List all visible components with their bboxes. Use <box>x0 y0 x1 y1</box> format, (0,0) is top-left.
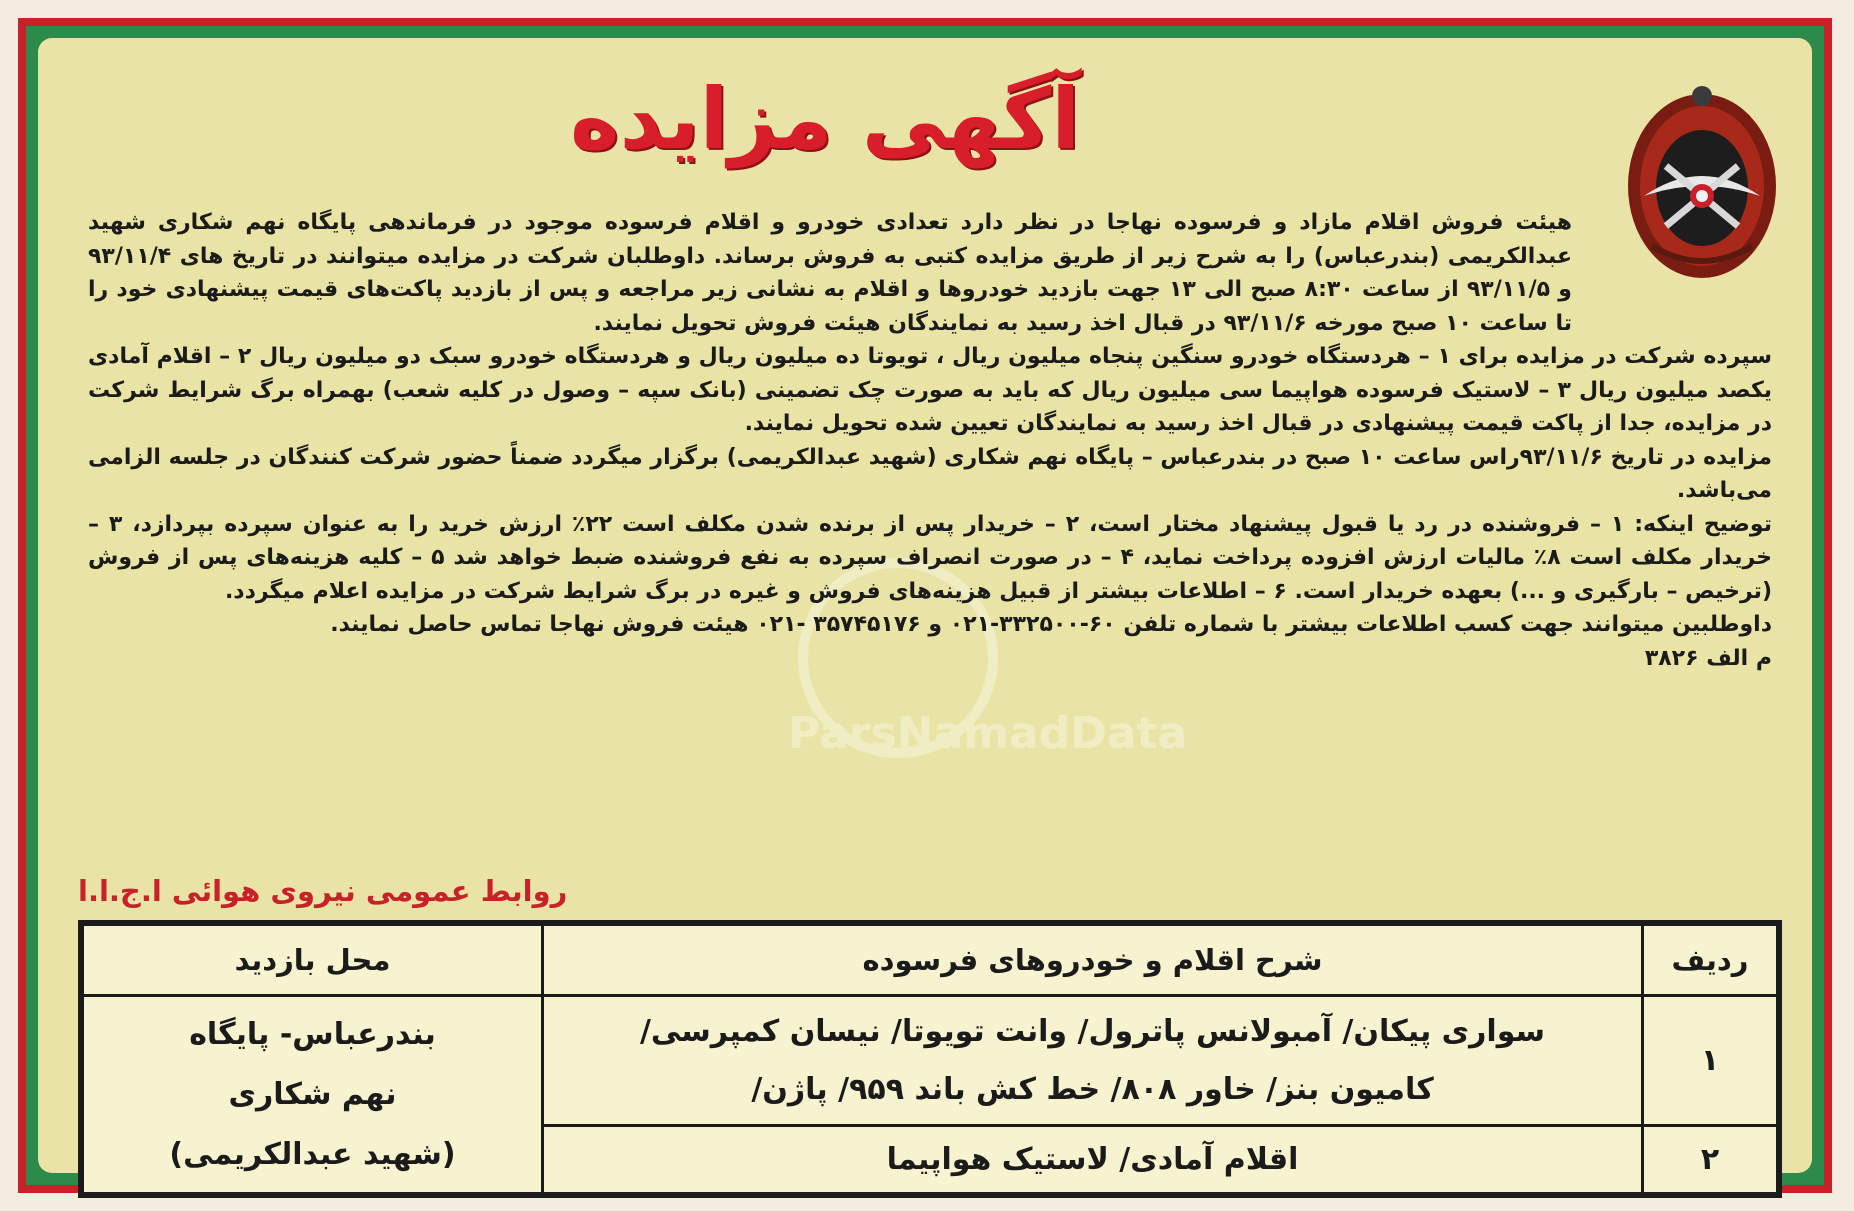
table-row <box>83 996 1778 1126</box>
header-location: محل بازدید <box>83 925 543 996</box>
location-line: بندرعباس- پایگاه <box>189 1016 436 1052</box>
visit-location <box>83 996 543 1194</box>
items-table-wrapper <box>78 920 1782 1198</box>
header-description: شرح اقلام و خودروهای فرسوده <box>543 925 1643 996</box>
reference-number: م الف ۳۸۲۶ <box>1644 645 1772 671</box>
paragraph-contact: داوطلبین میتوانند جهت کسب اطلاعات بیشتر با شماره تلفن ۶۰-۳۳۲۵۰۰-۰۲۱ و ۳۵۷۴۵۱۷۶ -۰۲۱ هیئت فروش نهاجا تماس حاصل نمایند. <box>330 612 1772 637</box>
row-description: اقلام آمادی/ لاستیک هواپیما <box>543 1126 1643 1194</box>
row-index: ۲ <box>1643 1126 1778 1194</box>
paragraph-auction-date: مزایده در تاریخ ۹۳/۱۱/۶راس ساعت ۱۰ صبح در بندرعباس – پایگاه نهم شکاری (شهید عبدالکریمی) برگزار میگردد ضمناً حضور شرکت کنندگان در جلسه الزامی می‌باشد. <box>88 444 1772 503</box>
ad-body <box>88 206 1772 675</box>
paragraph-deposit: سپرده شرکت در مزایده برای ۱ – هردستگاه خودرو سنگین پنجاه میلیون ریال ، تویوتا ده میلیون ریال و هردستگاه خودرو سبک دو میلیون ریال ۲ – اقلام آمادی یکصد میلیون ریال ۳ – لاستیک فرسوده هواپیما سی میلیون ریال که باید به صورت چک تضمینی (بانک سپه – وصول در کلیه شعب) بهمراه برگ شرایط شرکت در مزایده، جدا از پاکت قیمت پیشنهادی در قبال اخذ رسید به نمایندگان تعیین شده تحویل نمایند. <box>88 344 1773 436</box>
location-line: (شهید عبدالکریمی) <box>169 1136 456 1172</box>
paragraph-notes: توضیح اینکه: ۱ – فروشنده در رد یا قبول پیشنهاد مختار است، ۲ – خریدار پس از برنده شدن مکلف است ۲۲٪ ارزش خرید را به عنوان سپرده بپردازد، ۳ – خریدار مکلف است ۸٪ مالیات ارزش افزوده پرداخت نماید، ۴ – در صورت انصراف سپرده به نفع فروشنده ضبط خواهد شد ۵ – کلیه هزینه‌های پس از فروش (ترخیص – بارگیری و ...) بعهده خریدار است. ۶ – اطلاعات بیشتر از قبیل هزینه‌های فروش و غیره در برگ شرایط شرکت در مزایده اعلام میگردد. <box>88 511 1772 604</box>
location-line: نهم شکاری <box>228 1076 397 1112</box>
description-line: سواری پیکان/ آمبولانس پاترول/ وانت تویوتا/ نیسان کمپرسی/ <box>639 1013 1546 1049</box>
row-index: ۱ <box>1643 996 1778 1126</box>
header-index: ردیف <box>1643 925 1778 996</box>
ad-outer-frame <box>18 18 1832 1193</box>
paragraph-intro: هیئت فروش اقلام مازاد و فرسوده نهاجا در نظر دارد تعدادی خودرو و اقلام فرسوده موجود در فرماندهی پایگاه نهم شکاری شهید عبدالکریمی (بندرعباس) را به شرح زیر از طریق مزایده کتبی به فروش برساند. داوطلبان شرکت در مزایده میتوانند در تاریخ های ۹۳/۱۱/۴ و ۹۳/۱۱/۵ از ساعت ۸:۳۰ صبح الی ۱۳ جهت بازدید خودروها و اقلام به نشانی زیر مراجعه و پس از بازدید پاکت‌های قیمت پیشنهادی خود را تا ساعت ۱۰ صبح مورخه ۹۳/۱۱/۶ در قبال اخذ رسید به نمایندگان هیئت فروش تحویل نمایند. <box>88 210 1572 336</box>
publisher-signature: روابط عمومی نیروی هوائی ا.ج.ا.ا <box>78 874 568 908</box>
description-line: کامیون بنز/ خاور ۸۰۸/ خط کش باند ۹۵۹/ پاژن/ <box>751 1071 1434 1107</box>
table-header-row <box>83 925 1778 996</box>
items-table <box>81 923 1779 1195</box>
ad-title: آگهی مزایده <box>569 70 1081 168</box>
row-description <box>543 996 1643 1126</box>
ad-panel <box>38 38 1812 1177</box>
watermark-text: ParsNamadData <box>788 708 1188 759</box>
